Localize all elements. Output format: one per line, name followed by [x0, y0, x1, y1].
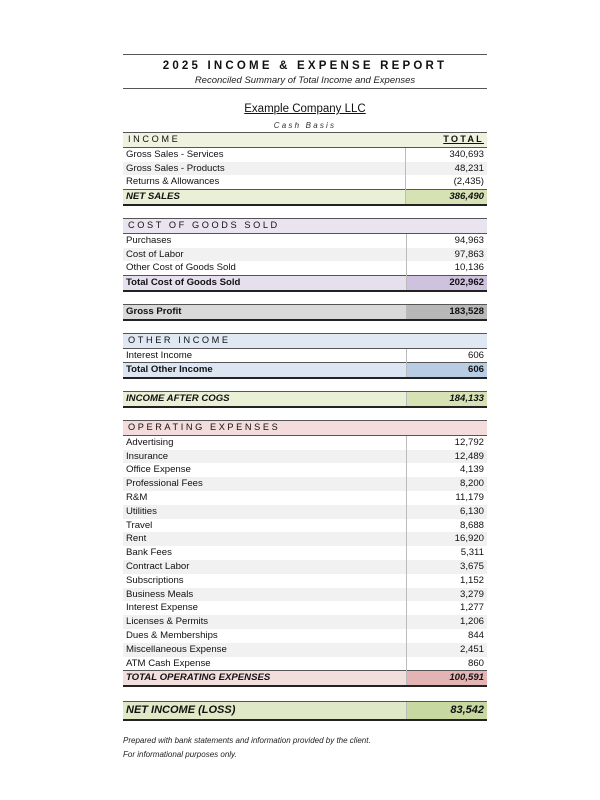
- company-name: Example Company LLC: [244, 103, 366, 115]
- table-row: [123, 147, 487, 161]
- row-label: R&M: [126, 491, 148, 503]
- total-value: 183,528: [407, 304, 488, 319]
- row-label: Dues & Memberships: [126, 629, 218, 641]
- total-label: NET SALES: [123, 190, 405, 205]
- table-row: [123, 450, 487, 464]
- table-row: [123, 348, 487, 363]
- row-label: Rent: [123, 532, 407, 546]
- opex-header-row: [123, 420, 487, 435]
- row-label: Interest Income: [126, 349, 193, 361]
- table-row: [123, 546, 487, 560]
- table-row: [123, 477, 487, 491]
- income-expense-report: [123, 54, 487, 762]
- cogs-header-row: [123, 218, 487, 233]
- footer-note: Prepared with bank statements and information provided by the client.: [123, 736, 371, 746]
- row-label: Cost of Labor: [123, 248, 407, 262]
- report-subtitle: Reconciled Summary of Total Income and Expenses: [194, 75, 416, 86]
- report-title: 2025 INCOME & EXPENSE REPORT: [162, 60, 448, 72]
- row-value: 3,675: [407, 560, 488, 574]
- row-label: Purchases: [126, 234, 172, 246]
- row-value: 12,792: [407, 435, 488, 449]
- row-value: 6,130: [407, 505, 488, 519]
- row-value: 94,963: [407, 233, 488, 247]
- table-row: [123, 435, 487, 449]
- row-value: 5,311: [407, 546, 488, 560]
- row-label: Returns & Allowances: [126, 176, 220, 188]
- gross-profit-row: [123, 304, 487, 319]
- total-value: 184,133: [407, 392, 488, 407]
- table-row: [123, 574, 487, 588]
- table-row: [123, 615, 487, 629]
- row-value: 2,451: [407, 643, 488, 657]
- table-row: [123, 491, 487, 505]
- other-income-header-row: [123, 333, 487, 348]
- net-sales-row: [123, 190, 487, 205]
- row-value: 1,206: [407, 615, 488, 629]
- row-label: Bank Fees: [126, 547, 172, 559]
- income-after-cogs-section: [123, 391, 487, 408]
- row-value: 10,136: [407, 261, 488, 275]
- report-footer: [123, 734, 487, 762]
- row-value: 860: [407, 657, 488, 671]
- row-value: (2,435): [405, 175, 487, 189]
- row-value: 4,139: [407, 463, 488, 477]
- total-label: INCOME AFTER COGS: [123, 392, 407, 407]
- row-label: Advertising: [126, 436, 174, 448]
- table-row: [123, 532, 487, 546]
- total-other-income-row: [123, 363, 487, 378]
- accounting-basis: Cash Basis: [273, 121, 337, 130]
- row-label: ATM Cash Expense: [126, 657, 211, 669]
- income-after-cogs-row: [123, 392, 487, 407]
- net-income-section: [123, 701, 487, 721]
- total-value: 100,591: [407, 671, 488, 686]
- title-rule: [123, 88, 487, 89]
- total-column-header: TOTAL: [405, 133, 487, 148]
- total-value: 83,542: [407, 702, 488, 721]
- net-income-row: [123, 702, 487, 721]
- top-rule: [123, 54, 487, 55]
- total-value: 386,490: [405, 190, 487, 205]
- table-row: [123, 643, 487, 657]
- total-label: Total Other Income: [123, 363, 407, 378]
- section-header: COST OF GOODS SOLD: [123, 218, 487, 233]
- row-label: Licenses & Permits: [123, 615, 407, 629]
- row-label: Business Meals: [123, 588, 407, 602]
- row-value: 12,489: [407, 450, 488, 464]
- row-label: Utilities: [123, 505, 407, 519]
- table-row: [123, 261, 487, 275]
- row-label: Miscellaneous Expense: [123, 643, 407, 657]
- cogs-section: [123, 218, 487, 292]
- total-label: Total Cost of Goods Sold: [123, 276, 407, 291]
- row-label: Contract Labor: [123, 560, 407, 574]
- other-income-section: [123, 333, 487, 379]
- row-label: Professional Fees: [123, 477, 407, 491]
- row-value: 8,688: [407, 519, 488, 533]
- table-row: [123, 175, 487, 189]
- table-row: [123, 233, 487, 247]
- total-value: 202,962: [407, 276, 488, 291]
- row-label: Gross Sales - Services: [126, 148, 224, 160]
- row-value: 97,863: [407, 248, 488, 262]
- row-value: 340,693: [405, 147, 487, 161]
- row-value: 606: [407, 348, 488, 363]
- row-label: Other Cost of Goods Sold: [126, 262, 236, 274]
- total-cogs-row: [123, 276, 487, 291]
- row-value: 16,920: [407, 532, 488, 546]
- operating-expenses-section: [123, 420, 487, 687]
- gross-profit-section: [123, 304, 487, 321]
- section-header: OTHER INCOME: [123, 333, 487, 348]
- total-label: NET INCOME (LOSS): [123, 702, 407, 721]
- income-section: [123, 132, 487, 206]
- table-row: [123, 560, 487, 574]
- row-label: Subscriptions: [126, 574, 184, 586]
- row-label: Office Expense: [126, 464, 191, 476]
- row-label: Insurance: [123, 450, 407, 464]
- total-value: 606: [407, 363, 488, 378]
- table-row: [123, 162, 487, 176]
- table-row: [123, 588, 487, 602]
- row-value: 3,279: [407, 588, 488, 602]
- row-value: 844: [407, 629, 488, 643]
- footer-disclaimer: For informational purposes only.: [123, 750, 237, 760]
- row-label: Travel: [126, 519, 153, 531]
- row-value: 1,277: [407, 601, 488, 615]
- table-row: [123, 601, 487, 615]
- section-header: OPERATING EXPENSES: [123, 420, 487, 435]
- total-opex-row: [123, 671, 487, 686]
- table-row: [123, 519, 487, 533]
- table-row: [123, 505, 487, 519]
- row-value: 48,231: [405, 162, 487, 176]
- row-label: Interest Expense: [126, 602, 198, 614]
- table-row: [123, 248, 487, 262]
- row-value: 1,152: [407, 574, 488, 588]
- total-label: TOTAL OPERATING EXPENSES: [123, 671, 407, 686]
- table-row: [123, 463, 487, 477]
- row-label: Gross Sales - Products: [123, 162, 405, 176]
- row-value: 8,200: [407, 477, 488, 491]
- row-value: 11,179: [407, 491, 488, 505]
- section-header: INCOME: [123, 133, 405, 148]
- table-row: [123, 657, 487, 671]
- income-header-row: [123, 133, 487, 148]
- total-label: Gross Profit: [123, 304, 407, 319]
- table-row: [123, 629, 487, 643]
